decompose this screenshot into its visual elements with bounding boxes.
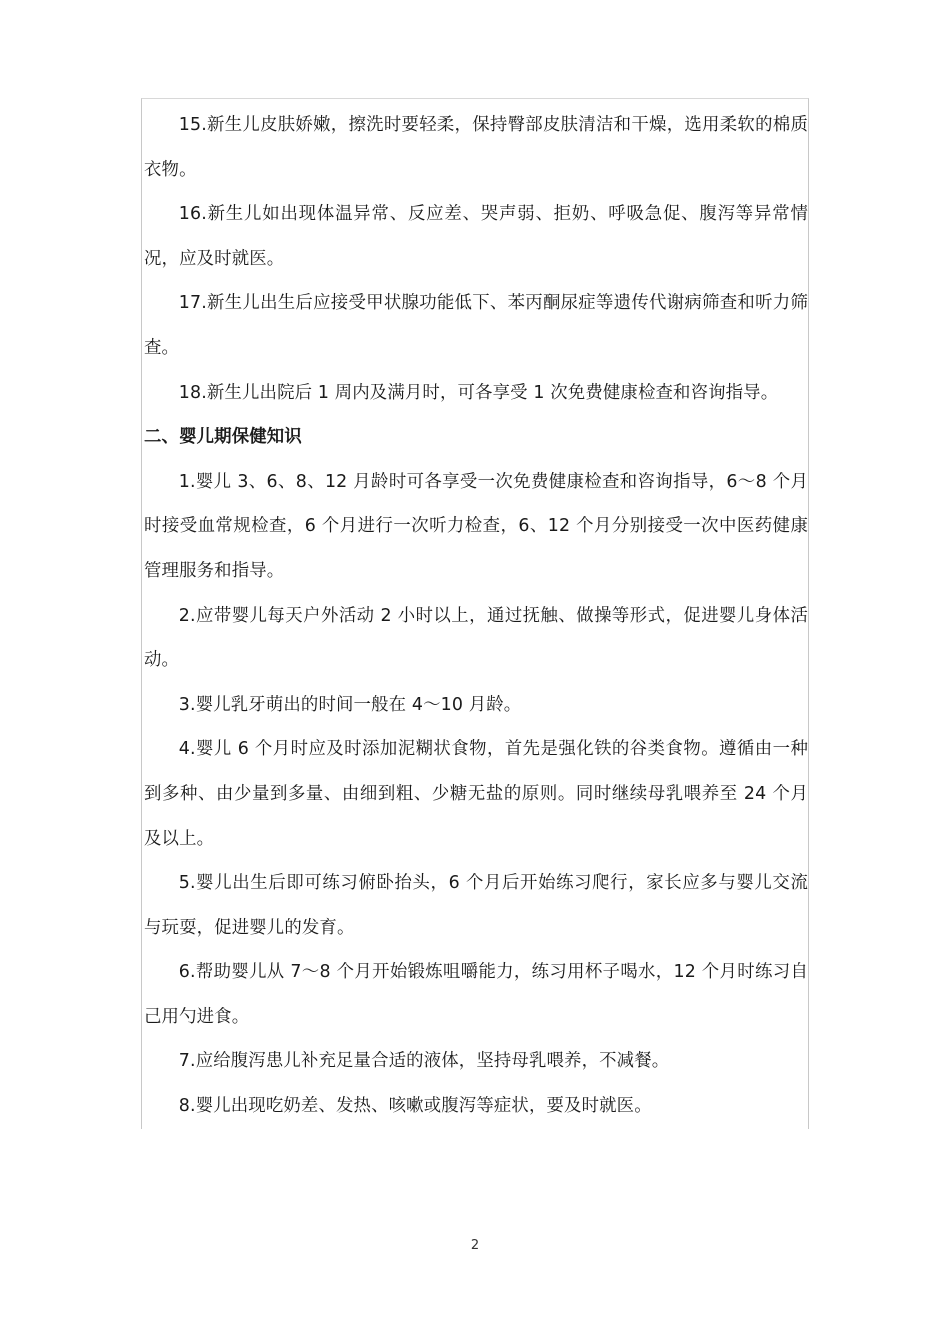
paragraph-infant-4: 4.婴儿 6 个月时应及时添加泥糊状食物，首先是强化铁的谷类食物。遵循由一种到多种、由少量到多量、由细到粗、少糖无盐的原则。同时继续母乳喂养至 24 个月及以上。 <box>144 739 808 849</box>
document-body <box>144 103 808 1129</box>
paragraph-newborn-15: 15.新生儿皮肤娇嫩，擦洗时要轻柔，保持臀部皮肤清洁和干燥，选用柔软的棉质衣物。 <box>144 115 808 180</box>
section-heading-infant-care: 二、婴儿期保健知识 <box>144 427 302 448</box>
page-number: 2 <box>470 1238 480 1253</box>
paragraph-infant-6: 6.帮助婴儿从 7～8 个月开始锻炼咀嚼能力，练习用杯子喝水，12 个月时练习自己用勺进食。 <box>144 962 808 1027</box>
paragraph-infant-2: 2.应带婴儿每天户外活动 2 小时以上，通过抚触、做操等形式，促进婴儿身体活动。 <box>144 605 808 671</box>
paragraph-infant-3: 3.婴儿乳牙萌出的时间一般在 4～10 月龄。 <box>178 694 522 715</box>
paragraph-infant-1: 1.婴儿 3、6、8、12 月龄时可各享受一次免费健康检查和咨询指导，6～8 个月时接受血常规检查，6 个月进行一次听力检查，6、12 个月分别接受一次中医药健康管理服务和指导。 <box>144 471 808 581</box>
paragraph-newborn-18: 18.新生儿出院后 1 周内及满月时，可各享受 1 次免费健康检查和咨询指导。 <box>178 382 779 403</box>
paragraph-newborn-16: 16.新生儿如出现体温异常、反应差、哭声弱、拒奶、呼吸急促、腹泻等异常情况，应及时就医。 <box>144 204 808 269</box>
paragraph-infant-5: 5.婴儿出生后即可练习俯卧抬头，6 个月后开始练习爬行，家长应多与婴儿交流与玩耍，促进婴儿的发育。 <box>144 873 808 938</box>
paragraph-newborn-17: 17.新生儿出生后应接受甲状腺功能低下、苯丙酮尿症等遗传代谢病筛查和听力筛查。 <box>144 293 808 358</box>
paragraph-infant-7: 7.应给腹泻患儿补充足量合适的液体，坚持母乳喂养，不减餐。 <box>178 1051 670 1072</box>
paragraph-infant-8: 8.婴儿出现吃奶差、发热、咳嗽或腹泻等症状，要及时就医。 <box>178 1096 652 1117</box>
